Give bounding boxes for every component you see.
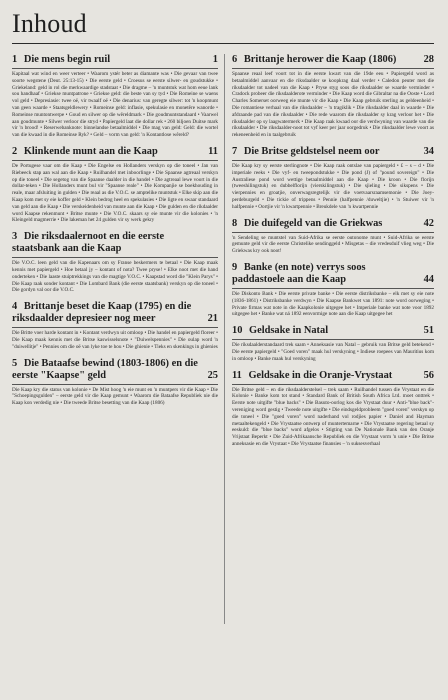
chapter-heading[interactable] [12,358,218,382]
chapter-heading[interactable] [232,54,434,66]
chapter-summary: Die Kaap kry sy eerste sterlingnote • Die Kaap raak ontslae van papiergeld • £ – s – d • Die imperiale reeks • Die vyf- en tweepondstukke • Die pond (J) of "pound sovereign" • Die Australiese pond word wettige betaalmiddel aan die Kaap • Die kroon • Die florijn (tweeshilingstuk) en dubbelflorijn (vierskilingstuk) • Die sjieling • Die sikspens • Die vierpennies en groatjie, onverwagsregtelijk vir die voetvaarsraamsemonie • Die Joey-perdeburgeld • Die tickie of trippens • Pennie (halfpennie /duweltjie) • 'n Stuiwer vir 'n halfpennie • Oortjie vir 'n kwartpennie • Breukdele van 'n kwartpennie [232,162,434,210]
chapter-number: 7 [232,145,238,157]
chapter-page-number: 56 [423,369,434,381]
chapter-number: 2 [12,145,18,157]
chapter-entry [12,54,218,139]
chapter-title: Die Britse geldstelsel neem oor [243,145,380,157]
chapter-number: 10 [232,325,243,337]
chapter-page-number: 34 [423,145,434,157]
chapter-heading[interactable] [232,262,434,286]
chapter-summary: 'n Sendeling se muntstel van Suid-Afrika se eerste outonome munt • Suid-Afrika se eerste gemunte geld vir die eerste Christelike sendinggeld • Misgetas – die vredesduif vlieg weg • Die Griekwas kry ook noot! [232,234,434,255]
chapter-page-number: 44 [423,273,434,285]
chapter-number: 8 [232,217,238,229]
chapter-number: 5 [12,357,18,369]
chapter-heading[interactable] [12,231,218,255]
chapter-number: 4 [12,301,18,313]
chapter-entry [12,146,218,224]
chapter-title: Die duifegeld van die Griekwas [243,217,383,229]
chapter-title: Brittanje beset die Kaap (1795) en die riksdaalder depresieer nog meer [12,301,192,325]
chapter-summary: Die riksdaalderstandaard trek saam • Anneksasie van Natal – gebruik van Britse geld betekend • Die eerste papiergeld • "Goed voren" maak hul verskyning • Indiese roepees van Mauritius kom in omloop • Banke maak hul verskyning [232,342,434,362]
chapter-rule [232,160,434,161]
chapter-page-number: 1 [212,54,218,65]
chapter-page-number: 11 [208,145,218,157]
chapter-summary: Die Britte voer harde kontant in • Kontant verdwyn uit omloop • Die handel en papiergeld floreer • Die Kaap maak kennis met die Britse kaswisselsnote • "Duiwelspennies" • Die oulap word 'n "duiwellitje" • Pennies om die oë van lyke toe te hou • Die ghienie • Tieks en skenkings in ghienies [12,330,218,350]
chapter-rule [232,384,434,385]
chapter-title: Banke (en note) verrys soos paddastoele aan die Kaap [232,261,366,285]
chapter-entry [12,231,218,294]
chapter-rule [232,339,434,340]
chapter-rule [12,257,218,258]
chapter-title: Die riksdaalernoot en die eerste staatsbank aan die Kaap [12,231,165,255]
chapter-rule [12,327,218,328]
chapter-summary: Die Diskonto Bank • Die eerste private banke • Die eerste distriksbanke – elk met sy eie note (1836-1861) • Distriksbanke verdwyn • Die Kaapse Bankwet van 1891: note word oorweging • Private firmas wat note in die Kaapkolonie uitgegee het • Imperiale banke wat note voor 1892 uitgegee het • Banke wat ná 1892 eenvormige note aan die Kaap uitgegee het [232,290,434,318]
chapter-heading[interactable] [232,146,434,158]
chapter-entry [232,325,434,362]
chapter-entry [232,218,434,255]
chapter-rule [12,384,218,385]
chapter-heading[interactable] [232,370,434,382]
chapter-title: Brittanje herower die Kaap (1806) [243,54,397,65]
chapter-page-number: 25 [207,369,218,381]
chapter-entry [232,146,434,211]
chapter-summary: Die V.O.C. leen geld van die Kapenaars om sy Franse beskermers te betaal • Die Kaap maak kennis met papiergeld • Hoe betaal jy – kontant of nota? Twee pryse! • Elke noot met die hand onderteken • Die laaste stuiptrekkings van die magtige V.O.C. • Kaapstad word die "Klein Parys" • Die Kaap raak sonder kontant • Die Lombard Bank (die eerste staatsbank) verskyn op die toneel • Die gordyn val oor die V.O.C. [12,260,218,294]
chapter-rule [232,288,434,289]
chapter-number: 6 [232,54,238,65]
chapter-page-number: 42 [423,217,434,229]
right-column [232,54,434,455]
chapter-heading[interactable] [12,146,218,158]
chapter-rule [232,68,434,69]
chapter-summary: Spaanse reaal leef voort tot in die eerste kwart van die 19de eeu • Papiergeld word as betaalmiddel aanvaar en die riksdaalder se koopkrag daal verder • Caledon peuter met die riksdaalder tot nadeel van die Kaap • Pryse styg soos die riksdaalder se waarde verminder • Cradock probeer die riksdaalderote verminder • Die Kaap word die Gibraltar na die Ooste • Lord Charles Somerset oorweeg eie munte vir die Kaap • Die Kaap gebruik sterling as geldeenheid • Die romantiese verhaal van die riksdaalder – 'n tragiklik • Die riksdaalder daal in waarde • Die afdraande pad van die riksdaalder • Die rede waarom die riksdaalder sy krag verloor het • Die riksdaalder op sy laagwatermerk • Die Kaap raak kwaad oor die verdwyning van waarde van die riksdaalder • Die riksdaalder-noot tot vyf keer per jaar oorgedruk • Die riksdaalder lewe voort as rekeneenheid en in taalgebruik [232,71,434,139]
chapter-entry [232,262,434,318]
chapter-summary: Die Britse geld – en die riksdaalderstelsel – trek saam • Ruilhandel tussen die Vrystaat en die Kolonie • Banke kom tot stand • Standard Bank of British South Africa Ltd. moet onttrek • Eerste note uitgifte "blue backs" • Die Basuto-oorlog kos die Vrystaat duur • Anti-"blue back"-vereniging word gestig • Tweede note uitgifte • Die eindsgeldprobleem "goed voren" verskyn op die toneel • Die "goed voren" word naderhand vol rodjies papier • Daniel and Hayman metaaltekengeld • Die Vrystaatse ontwerp of muntertemarne • Die Vrystaatse regering betaal sy eeskuld: die "blue backs" word afgelos • Stigting van De Nationale Bank van den Oranje Vrijstaat Beperkt • Die Zuid-Afrikaansche Republiek en die Vrystaat vorm 'n unie • Die Britse anneksasie en die Vrystaat • Die Vrystaatse finansies – 'n suksesverhaal [232,386,434,447]
chapter-summary: Die Kaap kry die status van kolonie • De Mist hoog 'n eie munt en 'n muntpers vir die Kaap • Die "Schoepingsgulden" – eerste geld vir die Kaap gemunt • Waarom die Bataafse Republiek nie die Kaap kon verdedig nie • Die tweede Britse besetting van die Kaap (1806) [12,386,218,407]
chapter-summary: Kapitaal wat wind en weer verteer • Waarom ystér beter as diamante was • Die gevaar van twee soorte wegstene (Deut. 25:13-15) • Die eerste geld • Croesus se eerste silwer- en goudstukke • Griekeland: geld in rol die merkwaardige stadstaat • Die dragme – 'n muntstuk wat hom eeue lank sou handhaaf • Griekse muntpatrone • Griekse geld: die beste van sy tyd • Die Romeine se waens vol geld • Depresiasie: twee oë, vir twaalf oë • Die denarius: van geregte silwer: tot 'n koopmunt van geen waarde • Staatsgeldlewery • Romeinse geld: inflasie, spekulasie en monetêre wanorde • Romeinse muntontwerpe • Goud en silwer op die wêreldmark • Die goudmuntstandaard • Vaarwel aan goudmunte • Silwer verloor die stryd • Papiergeld laat die dollar rek • 260 biljoen Duitse mark vir 'n brood! • Reserwebanknote: binnelandse betaalmiddel • Die mag van geld: Geld: die wortel van die kwaad in die Romeinse Ryk? • Geld – vorm van geld: 'n Kontantlose wêreld? [12,71,218,139]
chapter-heading[interactable] [232,218,434,230]
chapter-entry [232,370,434,448]
chapter-title: Klinkende munt aan die Kaap [23,145,158,157]
chapter-page-number: 28 [423,54,434,65]
page-title: Inhoud [12,9,87,38]
chapter-page-number: 21 [207,313,218,325]
chapter-title: Die mens begin ruil [23,54,111,65]
chapter-title: Geldsake in die Oranje-Vrystaat [248,369,393,381]
chapter-rule [232,232,434,233]
chapter-page-number: 51 [423,325,434,337]
chapter-title: Die Bataafse bewind (1803-1806) en die eerste "Kaapse" geld [12,357,198,381]
chapter-entry [232,54,434,139]
chapter-number: 3 [12,231,18,243]
left-column [12,54,218,414]
chapter-heading[interactable] [12,54,218,66]
chapter-entry [12,358,218,407]
chapter-number: 1 [12,54,18,65]
chapter-entry [12,301,218,350]
chapter-heading[interactable] [232,325,434,337]
title-rule [12,43,434,44]
chapter-rule [12,160,218,161]
chapter-number: 11 [232,369,242,381]
chapter-number: 9 [232,261,238,273]
chapter-rule [12,68,218,69]
chapter-summary: De Portugese vaar om die Kaap • Die Engelse en Hollanders verskyn op die toneel • Jan van Riebeeck stap aan wal aan die Kaap • Ruilhandel met inboorlinge • Die Spaanse agtreaal verskyn op die toneel • Die segetog van die Spaanse daalder in die handel • Die agtreaal lewe voort in die dollar-teken • Die Hollanders munt bul vir "Spaanse reale" • Die Kompanjie se boekhouding in reale, maar afsluiting in gulden • Die reaal as die V.O.C. se amptelike muntstuk • Elke skip aan die Kaap kom met sy eie koffer geld • Klein bedrog heel en spekulasies • Die ligte en swaar standaard van geld aan die Kaap • Die verskeidenheid van munte aan die Kaap • Die gulden en die rikdaalder word Kaapse rekenmunt • Britse munte • Die V.O.C. skaars sy eie munte vir die kolonies • 'n Kleingeld magmerrie • Die lakeman het 24 gulden vir sy werk gekry [12,162,218,224]
chapter-heading[interactable] [12,301,218,325]
column-divider [224,54,225,624]
chapter-title: Geldsake in Natal [249,325,329,337]
